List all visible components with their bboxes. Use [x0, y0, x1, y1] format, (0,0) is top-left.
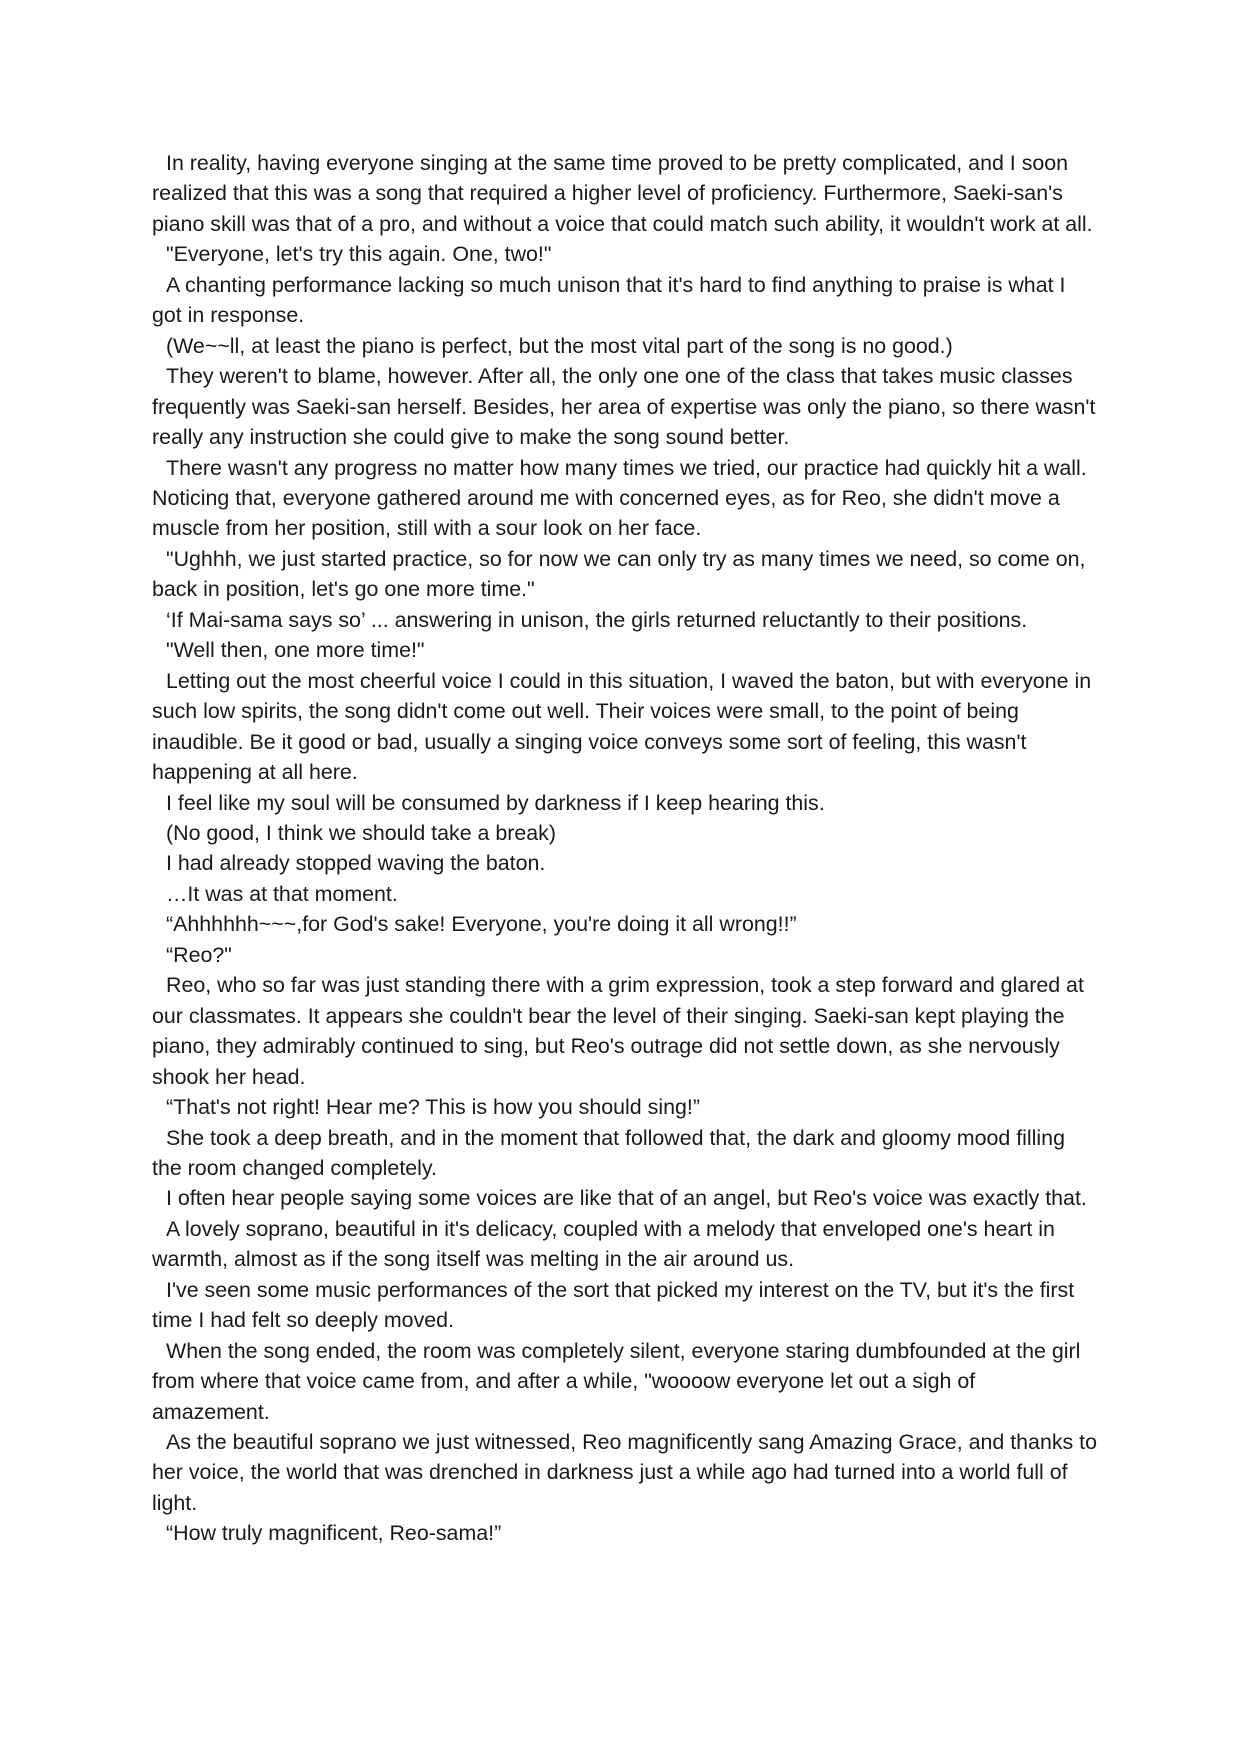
paragraph: There wasn't any progress no matter how many times we tried, our practice had quickly hit a wall. Noticing that, everyone gathered around me with concerned eyes, as for Reo, she didn't move a muscle from her position, still with a sour look on her face.: [152, 455, 1087, 541]
paragraph: In reality, having everyone singing at the same time proved to be pretty complicated, and I soon realized that this was a song that required a higher level of proficiency. Furthermore, Saeki-san's piano skill was that of a pro, and without a voice that could match such ability, it wouldn't work at all.: [152, 151, 1093, 236]
paragraph: They weren't to blame, however. After all, the only one one of the class that takes music classes frequently was Saeki-san herself. Besides, her area of expertise was only the piano, so there wasn't really any instruction she could give to make the song sound better.: [152, 364, 1096, 450]
paragraph: (We~~ll, at least the piano is perfect, but the most vital part of the song is no good.): [166, 333, 953, 358]
paragraph: As the beautiful soprano we just witnessed, Reo magnificently sang Amazing Grace, and thanks to her voice, the world that was drenched in darkness just a while ago had turned into a world full of light.: [152, 1430, 1098, 1515]
paragraph: I've seen some music performances of the sort that picked my interest on the TV, but it's the first time I had felt so deeply moved.: [152, 1277, 1075, 1333]
paragraph: “Reo?": [166, 942, 232, 967]
paragraph: I had already stopped waving the baton.: [166, 851, 546, 876]
paragraph: ‘If Mai-sama says so’ ... answering in unison, the girls returned reluctantly to their positions.: [166, 607, 1028, 632]
paragraph: “How truly magnificent, Reo-sama!”: [166, 1521, 502, 1546]
paragraph: “That's not right! Hear me? This is how you should sing!”: [166, 1095, 700, 1120]
paragraph: Reo, who so far was just standing there with a grim expression, took a step forward and glared at our classmates. It appears she couldn't bear the level of their singing. Saeki-san kept playing the piano, they admirably continued to sing, but Reo's outrage did not settle down, as she nervously shook her head.: [152, 973, 1084, 1089]
paragraph: I often hear people saying some voices are like that of an angel, but Reo's voice was exactly that.: [166, 1186, 1087, 1211]
paragraph: "Ughhh, we just started practice, so for now we can only try as many times we need, so come on, back in position, let's go one more time.": [152, 546, 1086, 602]
paragraph: "Everyone, let's try this again. One, two!": [166, 242, 552, 267]
body-text: [152, 148, 1097, 1549]
paragraph: A lovely soprano, beautiful in it's delicacy, coupled with a melody that enveloped one's heart in warmth, almost as if the song itself was melting in the air around us.: [152, 1216, 1055, 1272]
paragraph: …It was at that moment.: [166, 881, 398, 906]
paragraph: I feel like my soul will be consumed by darkness if I keep hearing this.: [166, 790, 825, 815]
paragraph: “Ahhhhhh~~~,for God's sake! Everyone, you're doing it all wrong!!”: [166, 912, 797, 937]
paragraph: (No good, I think we should take a break): [166, 820, 557, 845]
paragraph: A chanting performance lacking so much unison that it's hard to find anything to praise is what I got in response.: [152, 272, 1066, 328]
paragraph: When the song ended, the room was completely silent, everyone staring dumbfounded at the girl from where that voice came from, and after a while, "woooow everyone let out a sigh of amazement.: [152, 1338, 1081, 1424]
paragraph: She took a deep breath, and in the moment that followed that, the dark and gloomy mood filling the room changed completely.: [152, 1125, 1065, 1180]
paragraph: Letting out the most cheerful voice I could in this situation, I waved the baton, but with everyone in such low spirits, the song didn't come out well. Their voices were small, to the point of being inaudible. Be it good or bad, usually a singing voice conveys some sort of feeling, this wasn't happening at all here.: [152, 668, 1092, 785]
paragraph: "Well then, one more time!": [166, 638, 425, 663]
